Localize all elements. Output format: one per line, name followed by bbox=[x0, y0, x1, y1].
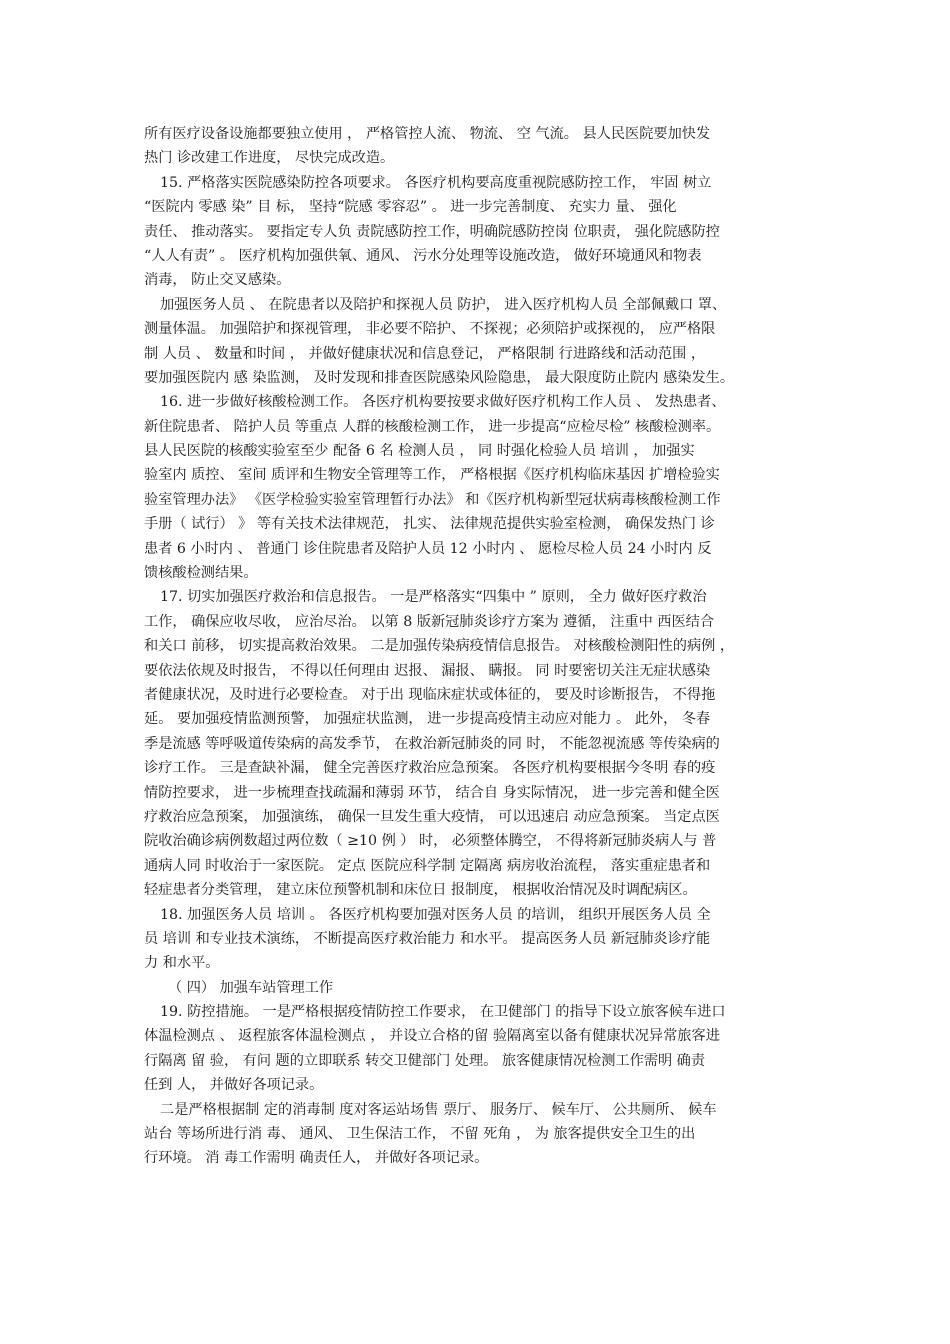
text-line-18: 患者 6 小时内 、 普通门 诊住院患者及陪护人员 12 小时内 、 愿检尽检人员 24 小时内 反 bbox=[144, 540, 712, 557]
text-line-37: 19. 防控措施。 一是严格根据疫情防控工作要求， 在卫健部门 的指导下设立旅客候车进口 bbox=[160, 1004, 726, 1021]
text-line-30: 院收治确诊病例数超过两位数（ ≥10 例 ） 时， 必须整体腾空， 不得将新冠肺炎病人与 普 bbox=[144, 833, 717, 850]
text-line-32: 轻症患者分类管理， 建立床位预警机制和床位日 报制度， 根据收治情况及时调配病区。 bbox=[144, 882, 697, 899]
text-line-24: 者健康状况，及时进行必要检查。 对于出 现临床症状或体征的， 要及时诊断报告， 不得拖 bbox=[144, 686, 716, 703]
text-line-28: 情防控要求， 进一步梳理查找疏漏和薄弱 环节， 结合自 身实际情况， 进一步完善和健全医 bbox=[144, 784, 720, 801]
text-line-17: 手册（ 试行） 》 等有关技术法律规范， 扎实、 法律规范提供实验室检测， 确保发热门 诊 bbox=[144, 516, 715, 533]
text-line-1: 所有医疗设备设施都要独立使用 ， 严格管控人流、 物流、 空 气流。 县人民医院要加快发 bbox=[144, 126, 711, 142]
text-line-29: 疗救治应急预案， 加强演练， 确保一旦发生重大疫情， 可以迅速启 动应急预案。 当定点医 bbox=[144, 808, 720, 825]
text-line-21: 工作， 确保应收尽收， 应治尽治。 以第 8 版新冠肺炎诊疗方案为 遵循， 注重中 西医结合 bbox=[144, 613, 715, 630]
document-page bbox=[144, 122, 820, 1171]
text-line-4: “医院内 零感 染” 目 标， 坚持“院感 零容忍” 。 进一步完善制度、 充实力 量、 强化 bbox=[144, 199, 677, 216]
text-line-40: 任到 人， 并做好各项记录。 bbox=[144, 1077, 324, 1094]
text-line-19: 馈核酸检测结果。 bbox=[144, 565, 258, 582]
text-line-20: 17. 切实加强医疗救治和信息报告。 一是严格落实“四集中 ” 原则， 全力 做好医疗救治 bbox=[160, 589, 707, 606]
text-line-8: 加强医务人员 、 在院患者以及陪护和探视人员 防护， 进入医疗机构人员 全部佩戴口 罩、 bbox=[160, 296, 727, 313]
text-line-43: 行环境。 消 毒工作需明 确责任人， 并做好各项记录。 bbox=[144, 1150, 489, 1167]
text-line-10: 制 人员 、 数量和时间 ， 并做好健康状况和信息登记， 严格限制 行进路线和活动范围 ， bbox=[144, 345, 706, 362]
text-line-33: 18. 加强医务人员 培训 。 各医疗机构要加强对医务人员 的培训， 组织开展医务人员 全 bbox=[160, 906, 711, 923]
text-line-25: 延。 要加强疫情监测预警， 加强症状监测， 进一步提高疫情主动应对能力 。 此外， 冬春 bbox=[144, 711, 711, 728]
text-line-6: “人人有责” 。 医疗机构加强供氧、通风、 污水分处理等设施改造， 做好环境通风和物表 bbox=[144, 247, 702, 264]
section-heading: （ 四） 加强车站管理工作 bbox=[168, 979, 334, 996]
text-line-27: 诊疗工作。 三是查缺补漏， 健全完善医疗救治应急预案。 各医疗机构要根据今冬明 春的疫 bbox=[144, 760, 716, 777]
text-line-23: 要依法依规及时报告， 不得以任何理由 迟报、 漏报、 瞒报。 同 时要密切关注无症状感染 bbox=[144, 662, 711, 679]
text-line-34: 员 培训 和专业技术演练， 不断提高医疗救治能力 和水平。 提高医务人员 新冠肺炎诊疗能 bbox=[144, 930, 711, 947]
text-line-11: 要加强医院内 感 染监测， 及时发现和排查医院感染风险隐患， 最大限度防止院内 感染发生。 bbox=[144, 369, 735, 386]
text-line-12: 16. 进一步做好核酸检测工作。 各医疗机构要按要求做好医疗机构工作人员 、 发热患者、 bbox=[160, 394, 726, 411]
text-line-5: 责任、 推动落实。 要指定专人负 责院感防控工作，明确院感防控岗 位职责， 强化院感防控 bbox=[144, 223, 720, 240]
text-line-2: 热门 诊改建工作进度， 尽快完成改造。 bbox=[144, 150, 395, 167]
text-line-14: 县人民医院的核酸实验室至少 配备 6 名 检测人员 ， 同 时强化检验人员 培训 ， 加强实 bbox=[144, 443, 695, 460]
text-line-42: 站台 等场所进行消 毒、 通风、 卫生保洁工作， 不留 死角 ， 为 旅客提供安全卫生的出 bbox=[144, 1126, 696, 1143]
text-line-31: 通病人同 时收治于一家医院。 定点 医院应科学制 定隔离 病房收治流程， 落实重症患者和 bbox=[144, 857, 711, 874]
text-line-38: 体温检测点 、 返程旅客体温检测点 ， 并设立合格的留 验隔离室以备有健康状况异常旅客进 bbox=[144, 1028, 720, 1045]
text-line-26: 季是流感 等呼吸道传染病的高发季节， 在救治新冠肺炎的同 时， 不能忽视流感 等传染病的 bbox=[144, 735, 720, 752]
text-line-39: 行隔离 留 验， 有问 题的立即联系 转交卫健部门 处理。 旅客健康情况检测工作需明 确责 bbox=[144, 1052, 706, 1069]
text-line-35: 力 和水平。 bbox=[144, 955, 220, 972]
text-line-7: 消毒， 防止交叉感染。 bbox=[144, 272, 291, 289]
text-line-9: 测量体温。 加强陪护和探视管理， 非必要不陪护、 不探视；必须陪护或探视的， 应严格限 bbox=[144, 321, 716, 338]
text-line-13: 新住院患者、 陪护人员 等重点 人群的核酸检测工作， 进一步提高“应检尽检” 核酸检测率。 bbox=[144, 418, 721, 435]
text-line-16: 验室管理办法》 《医学检验实验室管理暂行办法》 和《医疗机构新型冠状病毒核酸检测工作 bbox=[144, 491, 721, 508]
text-line-3: 15. 严格落实医院感染防控各项要求。 各医疗机构要高度重视院感防控工作， 牢固 树立 bbox=[160, 174, 712, 191]
text-line-41: 二是严格根据制 定的消毒制 度对客运站场售 票厅、 服务厅、 候车厅、 公共厕所、 候车 bbox=[160, 1101, 717, 1118]
text-line-22: 和关口 前移， 切实提高救治效果。 二是加强传染病疫情信息报告。 对核酸检测阳性的病例 ， bbox=[144, 638, 735, 655]
text-line-15: 验室内 质控、 室间 质评和生物安全管理等工作， 严格根据《医疗机构临床基因 扩增检验实 bbox=[144, 467, 720, 484]
